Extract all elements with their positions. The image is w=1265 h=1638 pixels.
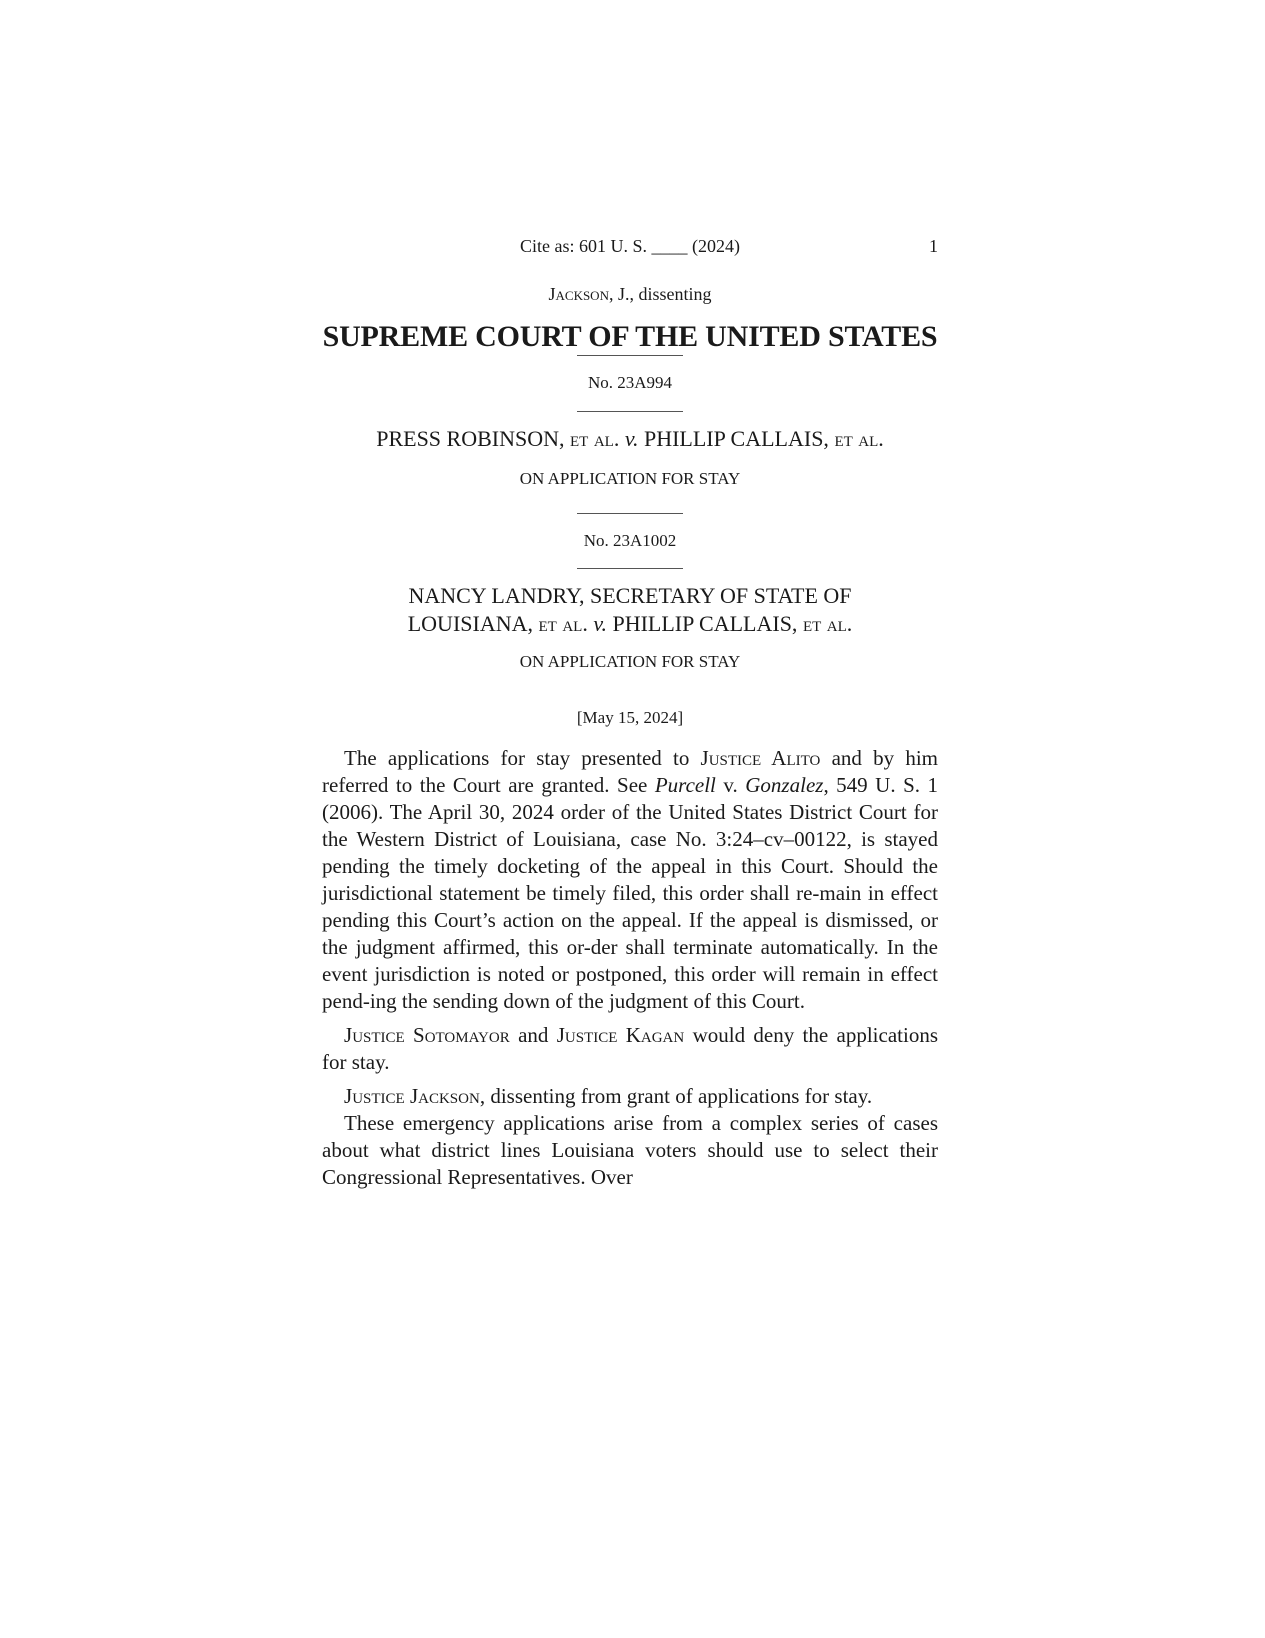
et-al: et al. (570, 426, 620, 451)
citation-line: Cite as: 601 U. S. ____ (2024) (520, 236, 740, 256)
application-type-1: ON APPLICATION FOR STAY (519, 469, 741, 488)
versus: v. (593, 611, 607, 636)
case-caption-1 (322, 425, 938, 453)
docket-number-2: No. 23A1002 (583, 531, 677, 550)
party-name: PHILLIP CALLAIS, (612, 611, 798, 636)
divider (577, 355, 683, 356)
paragraph: These emergency applications arise from a complex series of cases about what district lines Louisiana voters should use to select their Congressional Representatives. Over (322, 1111, 938, 1189)
divider (577, 513, 683, 514)
paragraph: Justice Sotomayor and Justice Kagan would deny the applications for stay. (322, 1023, 938, 1074)
divider (577, 568, 683, 569)
page-number: 1 (929, 236, 938, 256)
divider (577, 411, 683, 412)
et-al: et al. (802, 611, 853, 636)
running-head (322, 284, 938, 305)
versus: v. (624, 426, 639, 451)
paragraph: The applications for stay presented to Justice Alito and by him referred to the Court are granted. See Purcell v. Gonzalez, 549 U. S. 1 (2006). The April 30, 2024 order of the United States District Court for the Western District of Louisiana, case No. 3:24–cv–00122, is stayed pending the timely docketing of the appeal in this Court. Should the jurisdictional statement be timely filed, this order shall re-main in effect pending this Court’s action on the appeal. If the appeal is dismissed, or the judgment affirmed, this or-der shall terminate automatically. In the event jurisdiction is noted or postponed, this order will remain in effect pend-ing the sending down of the judgment of this Court. (322, 746, 938, 1013)
party-name: LOUISIANA, (407, 611, 533, 636)
running-head-rest: , J., dissenting (608, 284, 712, 304)
opinion-body (322, 745, 938, 1191)
party-name: PRESS ROBINSON, (376, 426, 565, 451)
application-type-2: ON APPLICATION FOR STAY (519, 652, 741, 671)
court-name: SUPREME COURT OF THE UNITED STATES (322, 320, 938, 353)
docket-number-1: No. 23A994 (587, 373, 673, 392)
paragraph: Justice Jackson, dissenting from grant of applications for stay. (344, 1084, 873, 1108)
et-al: et al. (538, 611, 588, 636)
caption-line: NANCY LANDRY, SECRETARY OF STATE OF (408, 583, 852, 608)
case-caption-2 (322, 582, 938, 638)
decision-date: [May 15, 2024] (576, 708, 684, 727)
et-al: et al. (834, 426, 884, 451)
party-name: PHILLIP CALLAIS, (643, 426, 829, 451)
caption-line (322, 610, 938, 638)
running-head-justice: Jackson (548, 284, 609, 304)
